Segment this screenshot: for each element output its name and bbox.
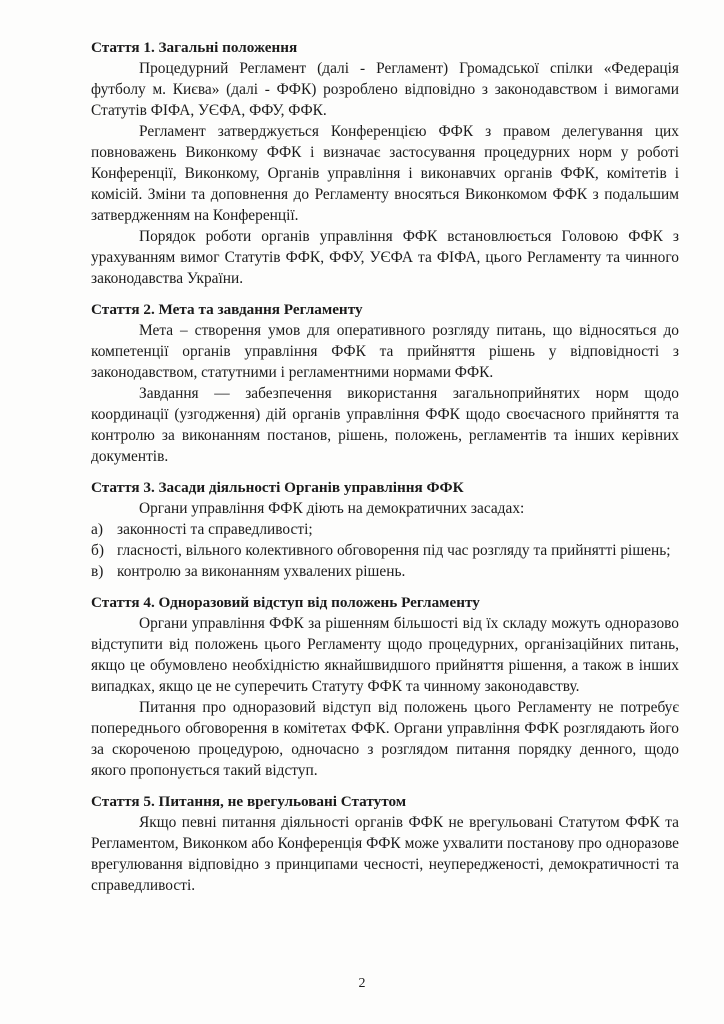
- article-3: [91, 477, 679, 582]
- paragraph: Мета – створення умов для оперативного розгляду питань, що відносяться до компетенції органів управління ФФК та прийняття рішень у відповідності з законодавством, статутними і регламентними нормами ФФК.: [91, 322, 679, 381]
- list-text: законності та справедливості;: [117, 521, 313, 538]
- article-title: Стаття 4. Одноразовий відступ від положень Регламенту: [91, 594, 480, 611]
- list-item: [91, 540, 679, 561]
- article-5: [91, 791, 679, 896]
- paragraph: Порядок роботи органів управління ФФК встановлюється Головою ФФК з урахуванням вимог Статутів ФФК, ФФУ, УЄФА та ФІФА, цього Регламенту та чинного законодавства України.: [91, 228, 679, 287]
- article-title: Стаття 5. Питання, не врегульовані Статутом: [91, 793, 407, 810]
- paragraph: Якщо певні питання діяльності органів ФФК не врегульовані Статутом ФФК та Регламентом, Виконком або Конференція ФФК може ухвалити постанову про одноразове врегулювання відповідно з принципами чесності, неупередженості, демократичності та справедливості.: [91, 814, 679, 894]
- list-marker: в): [91, 563, 104, 580]
- paragraph: Завдання — забезпечення використання загальноприйнятих норм щодо координації (узгодження) дій органів управління ФФК щодо своєчасного прийняття та контролю за виконанням постанов, рішень, положень, регламентів та інших керівних документів.: [91, 385, 679, 465]
- article-title: Стаття 1. Загальні положення: [91, 39, 298, 56]
- principles-list: [91, 519, 679, 582]
- paragraph: Регламент затверджується Конференцією ФФК з правом делегування цих повноважень Виконкому ФФК і визначає застосування процедурних норм у роботі Конференції, Виконкому, Органів управління і виконавчих органів ФФК, комітетів і комісій. Зміни та доповнення до Регламенту вносяться Виконкомом ФФК з подальшим затвердженням на Конференції.: [91, 123, 679, 224]
- article-1: [91, 37, 679, 289]
- paragraph: Органи управління ФФК за рішенням більшості від їх складу можуть одноразово відступити від положень цього Регламенту щодо процедурних, організаційних питань, якщо це обумовлено необхідністю якнайшвидшого прийняття рішення, а також в інших випадках, якщо це не суперечить Статуту ФФК та чинному законодавству.: [91, 615, 679, 695]
- list-marker: а): [91, 521, 103, 538]
- list-text: контролю за виконанням ухвалених рішень.: [117, 563, 406, 580]
- list-marker: б): [91, 542, 104, 559]
- page-number: 2: [358, 976, 366, 991]
- document-body: [91, 37, 679, 906]
- article-2: [91, 299, 679, 467]
- paragraph: Органи управління ФФК діють на демократичних засадах:: [139, 500, 525, 517]
- list-item: [91, 519, 679, 540]
- article-4: [91, 592, 679, 781]
- article-title: Стаття 2. Мета та завдання Регламенту: [91, 301, 363, 318]
- paragraph: Питання про одноразовий відступ від положень цього Регламенту не потребує попереднього обговорення в комітетах ФФК. Органи управління ФФК розглядають його за скороченою процедурою, одночасно з розглядом питання порядку денного, щодо якого пропонується такий відступ.: [91, 699, 679, 779]
- list-item: [91, 561, 679, 582]
- article-title: Стаття 3. Засади діяльності Органів управління ФФК: [91, 479, 464, 496]
- paragraph: Процедурний Регламент (далі - Регламент) Громадської спілки «Федерація футболу м. Києва» (далі - ФФК) розроблено відповідно з законодавством і вимогами Статутів ФІФА, УЄФА, ФФУ, ФФК.: [91, 60, 679, 119]
- list-text: гласності, вільного колективного обговорення під час розгляду та прийнятті рішень;: [117, 542, 671, 559]
